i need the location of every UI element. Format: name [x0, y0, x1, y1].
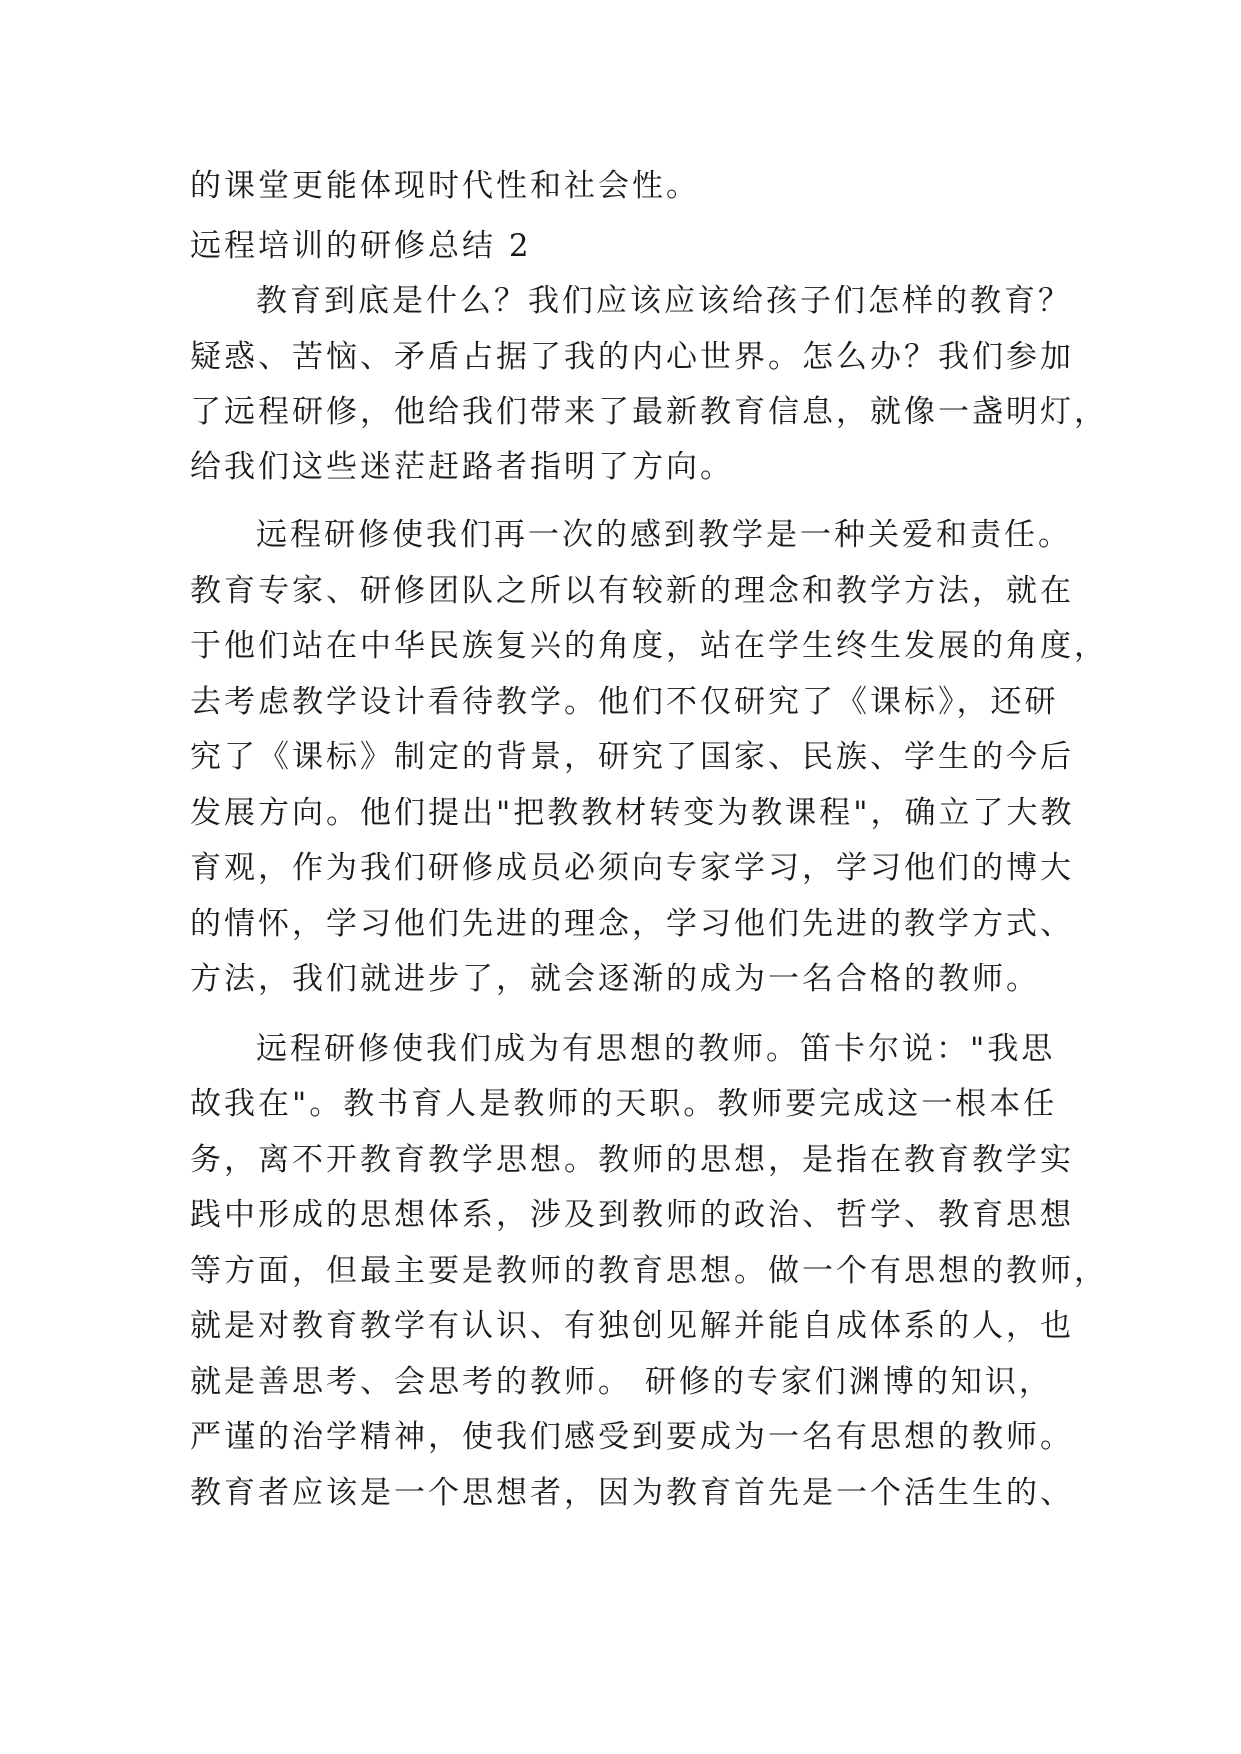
text-line: 等方面，但最主要是教师的教育思想。做一个有思想的教师， [190, 1253, 1108, 1289]
text-line: 去考虑教学设计看待教学。他们不仅研究了《课标》，还研 [190, 684, 1059, 720]
text-line: 方法，我们就进步了，就会逐渐的成为一名合格的教师。 [190, 961, 1040, 997]
text-line: 疑惑、苦恼、矛盾占据了我的内心世界。怎么办？我们参加 [190, 339, 1074, 375]
text-line: 的课堂更能体现时代性和社会性。 [190, 168, 700, 204]
text-line: 就是善思考、会思考的教师。 研修的专家们渊博的知识， [190, 1364, 1053, 1400]
text-line: 就是对教育教学有认识、有独创见解并能自成体系的人，也 [190, 1308, 1074, 1344]
text-line: 育观，作为我们研修成员必须向专家学习，学习他们的博大 [190, 850, 1074, 886]
text-line: 务，离不开教育教学思想。教师的思想，是指在教育教学实 [190, 1142, 1074, 1178]
paragraph-start: 远程研修使我们再一次的感到教学是一种关爱和责任。 [256, 517, 1072, 553]
text-line: 教育专家、研修团队之所以有较新的理念和教学方法，就在 [190, 573, 1074, 609]
text-line: 究了《课标》制定的背景，研究了国家、民族、学生的今后 [190, 739, 1074, 775]
text-line: 于他们站在中华民族复兴的角度，站在学生终生发展的角度， [190, 628, 1108, 664]
text-line: 的情怀，学习他们先进的理念，学习他们先进的教学方式、 [190, 906, 1074, 942]
paragraph-start: 教育到底是什么？我们应该应该给孩子们怎样的教育？ [256, 283, 1072, 319]
text-line: 给我们这些迷茫赶路者指明了方向。 [190, 449, 734, 485]
text-line: 严谨的治学精神，使我们感受到要成为一名有思想的教师。 [190, 1419, 1074, 1455]
text-line: 发展方向。他们提出"把教教材转变为教课程"，确立了大教 [190, 795, 1075, 831]
text-line: 了远程研修，他给我们带来了最新教育信息，就像一盏明灯， [190, 394, 1108, 430]
paragraph-start: 远程研修使我们成为有思想的教师。笛卡尔说："我思 [256, 1031, 1056, 1067]
text-line: 教育者应该是一个思想者，因为教育首先是一个活生生的、 [190, 1475, 1074, 1511]
section-heading: 远程培训的研修总结 2 [190, 228, 532, 264]
text-line: 践中形成的思想体系，涉及到教师的政治、哲学、教育思想 [190, 1197, 1074, 1233]
text-line: 故我在"。教书育人是教师的天职。教师要完成这一根本任 [190, 1086, 1058, 1122]
